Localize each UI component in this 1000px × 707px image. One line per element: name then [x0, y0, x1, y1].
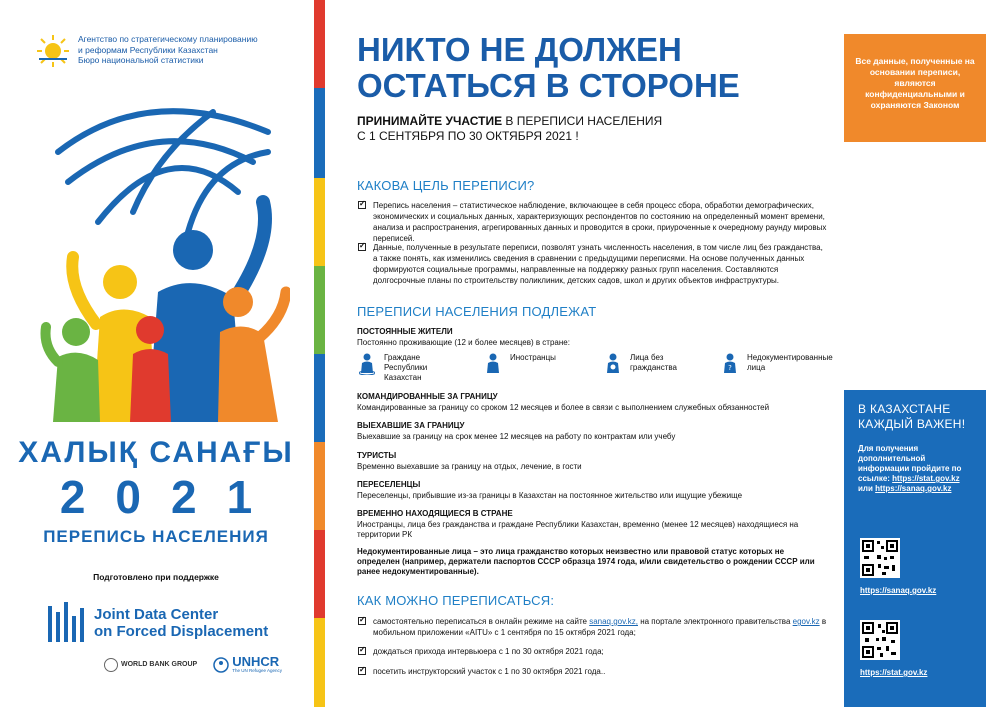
brand-title: ХАЛЫҚ САНАҒЫ — [18, 436, 294, 469]
stripe-segment — [314, 354, 325, 442]
category-desc: Иностранцы, лица без гражданства и граждане Республики Казахстан, временно (менее 12 месяцев) находящиеся на территории РК — [357, 520, 799, 539]
stripe-segment — [314, 618, 325, 707]
subject-heading: ПЕРЕПИСИ НАСЕЛЕНИЯ ПОДЛЕЖАТ — [357, 304, 597, 319]
resident-citizen — [359, 353, 469, 383]
undocumented-icon — [722, 353, 738, 375]
how-item1-c: в мобильном приложении «AITU» с 1 сентября по 15 октября 2021 года; — [373, 617, 827, 637]
confidentiality-panel: Все данные, полученные на основании переписи, являются конфиденциальными и охраняются Законом — [844, 34, 986, 142]
checkbox-icon — [358, 647, 366, 655]
unhcr-hands-icon — [213, 657, 229, 673]
sun-logo-icon — [36, 34, 70, 68]
category-desc: Выехавшие за границу на срок менее 12 месяцев на работу по контрактам или учебу — [357, 432, 676, 441]
info-intro: Для получения дополнительной информации пройдите по ссылке: — [858, 444, 962, 483]
unhcr-title: UNHCR — [232, 654, 280, 669]
support-label: Подготовлено при поддержке — [93, 572, 219, 582]
participate-dates: С 1 СЕНТЯБРЯ ПО 30 ОКТЯБРЯ 2021 ! — [357, 129, 579, 143]
permanent-title: ПОСТОЯННЫЕ ЖИТЕЛИ — [357, 327, 453, 336]
jdc-line2: on Forced Displacement — [94, 623, 269, 640]
headline-line2: ОСТАТЬСЯ В СТОРОНЕ — [357, 67, 740, 104]
agency-line1: Агентство по стратегическому планированию — [78, 34, 258, 44]
category-title: ВРЕМЕННО НАХОДЯЩИЕСЯ В СТРАНЕ — [357, 509, 513, 518]
info-heading: В КАЗАХСТАНЕ КАЖДЫЙ ВАЖЕН! — [858, 402, 966, 431]
checkbox-icon — [358, 617, 366, 625]
headline — [357, 32, 837, 104]
svg-text:?: ? — [728, 364, 732, 372]
residents-row — [357, 353, 837, 383]
how-heading: КАК МОЖНО ПЕРЕПИСАТЬСЯ: — [357, 593, 555, 608]
globe-icon — [104, 658, 118, 672]
stripe-segment — [314, 442, 325, 530]
category-title: ПЕРЕСЕЛЕНЦЫ — [357, 480, 421, 489]
jdc-line1: Joint Data Center — [94, 606, 219, 623]
category-desc: Временно выехавшие за границу на отдых, лечение, в гости — [357, 462, 582, 471]
stat-link[interactable]: https://stat.gov.kz — [892, 474, 960, 483]
partner-logos — [104, 656, 282, 673]
egov-link[interactable]: egov.kz — [792, 617, 820, 626]
how-item — [357, 666, 827, 677]
how-item — [357, 646, 827, 657]
resident-label: Лица без гражданства — [630, 353, 677, 372]
citizen-icon — [359, 353, 375, 375]
purpose-item — [357, 200, 827, 244]
checkbox-icon — [358, 667, 366, 675]
stripe-segment — [314, 88, 325, 178]
info-panel — [844, 390, 986, 707]
agency-line2: и реформам Республики Казахстан — [78, 44, 218, 55]
category-title: ВЫЕХАВШИЕ ЗА ГРАНИЦУ — [357, 421, 465, 430]
qr1-label[interactable]: https://sanaq.gov.kz — [860, 586, 937, 595]
jdc-logo-icon — [46, 598, 86, 648]
foreigner-icon — [485, 353, 501, 375]
how-item1-a: самостоятельно переписаться в онлайн режиме на сайте — [373, 617, 590, 626]
unhcr-subtitle: The UN Refugee Agency — [232, 668, 282, 673]
resident-label: Недокументированные лица — [747, 353, 833, 372]
qr-code-icon[interactable] — [860, 538, 900, 578]
brand-year: 2021 — [59, 471, 283, 523]
stripe-segment — [314, 266, 325, 354]
agency-line3: Бюро национальной статистики — [78, 55, 204, 65]
brand-subtitle: ПЕРЕПИСЬ НАСЕЛЕНИЯ — [43, 527, 269, 546]
qr2-label[interactable]: https://stat.gov.kz — [860, 668, 928, 677]
permanent-desc: Постоянно проживающие (12 и более месяцев) в стране: — [357, 338, 570, 347]
jdc-logo — [46, 598, 268, 648]
purpose-item — [357, 242, 827, 286]
unhcr-logo — [213, 656, 282, 673]
resident-label: Граждане Республики Казахстан — [384, 353, 428, 382]
participate-rest: В ПЕРЕПИСИ НАСЕЛЕНИЯ — [502, 114, 663, 128]
sanaq-link[interactable]: sanaq.gov.kz, — [589, 617, 638, 626]
resident-foreigner — [485, 353, 595, 375]
checkbox-icon — [358, 201, 366, 209]
resident-stateless — [605, 353, 715, 375]
category-desc: Переселенцы, прибывшие из-за границы в Казахстан на постоянное жительство или ищущие убежище — [357, 491, 743, 500]
checkbox-icon — [358, 243, 366, 251]
category-desc: Командированные за границу со сроком 12 месяцев и более в связи с выполнением служебных обязанностей — [357, 403, 770, 412]
how-item2: дождаться прихода интервьюера с 1 по 30 октября 2021 года; — [373, 647, 604, 656]
resident-undocumented — [722, 353, 837, 375]
headline-line1: НИКТО НЕ ДОЛЖЕН — [357, 31, 682, 68]
stateless-icon — [605, 353, 621, 375]
qr-code-icon[interactable] — [860, 620, 900, 660]
purpose-item-text: Данные, полученные в результате переписи, позволят узнать численность населения, в том числе лиц без гражданства, а также понять, как изменились сведения в сравнении с предыдущими переписями. На основе полученных данных формируются социальные программы, направленные на поддержку разных групп населения. Составляются долгосрочные планы по строительству поликлиник, детских садов, школ и других объектов инфраструктуры. — [373, 243, 823, 285]
purpose-item-text: Перепись населения – статистическое наблюдение, включающее в себя процесс сбора, обработки демографических, экономических и социальных данных, характеризующих респондентов по состоянию на определенный момент времени, анализа и распространения, агрегированных данных и проводится в сроки, приуроченные к очередному раунду мировых переписей. — [373, 201, 827, 243]
sanaq-info-link[interactable]: https://sanaq.gov.kz — [875, 484, 952, 493]
info-or: или — [858, 484, 876, 493]
participate-bold: ПРИНИМАЙТЕ УЧАСТИЕ — [357, 114, 503, 128]
left-panel — [0, 0, 312, 707]
agency-header — [36, 34, 298, 68]
stripe-segment — [314, 530, 325, 618]
how-item3: посетить инструкторский участок с 1 по 30 октября 2021 года.. — [373, 667, 606, 676]
purpose-heading: КАКОВА ЦЕЛЬ ПЕРЕПИСИ? — [357, 178, 535, 193]
stripe-segment — [314, 178, 325, 266]
category-title: КОМАНДИРОВАННЫЕ ЗА ГРАНИЦУ — [357, 392, 498, 401]
info-text — [858, 444, 972, 494]
stripe-segment — [314, 0, 325, 88]
participate-text — [357, 114, 827, 144]
undocumented-note: Недокументированные лица – это лица гражданство которых неизвестно или правовой статус которых не определен (например, держатели паспортов СССР образца 1974 года, и/или свидетельство о рождении СССР или ранее недокументированные). — [357, 547, 815, 576]
how-item1-b: на портале электронного правительства — [637, 617, 793, 626]
how-item — [357, 616, 827, 638]
family-illustration — [38, 92, 290, 424]
color-stripe — [314, 0, 325, 707]
category-title: ТУРИСТЫ — [357, 451, 397, 460]
world-bank-logo — [104, 658, 197, 672]
world-bank-label: WORLD BANK GROUP — [121, 661, 198, 668]
resident-label: Иностранцы — [510, 353, 556, 362]
